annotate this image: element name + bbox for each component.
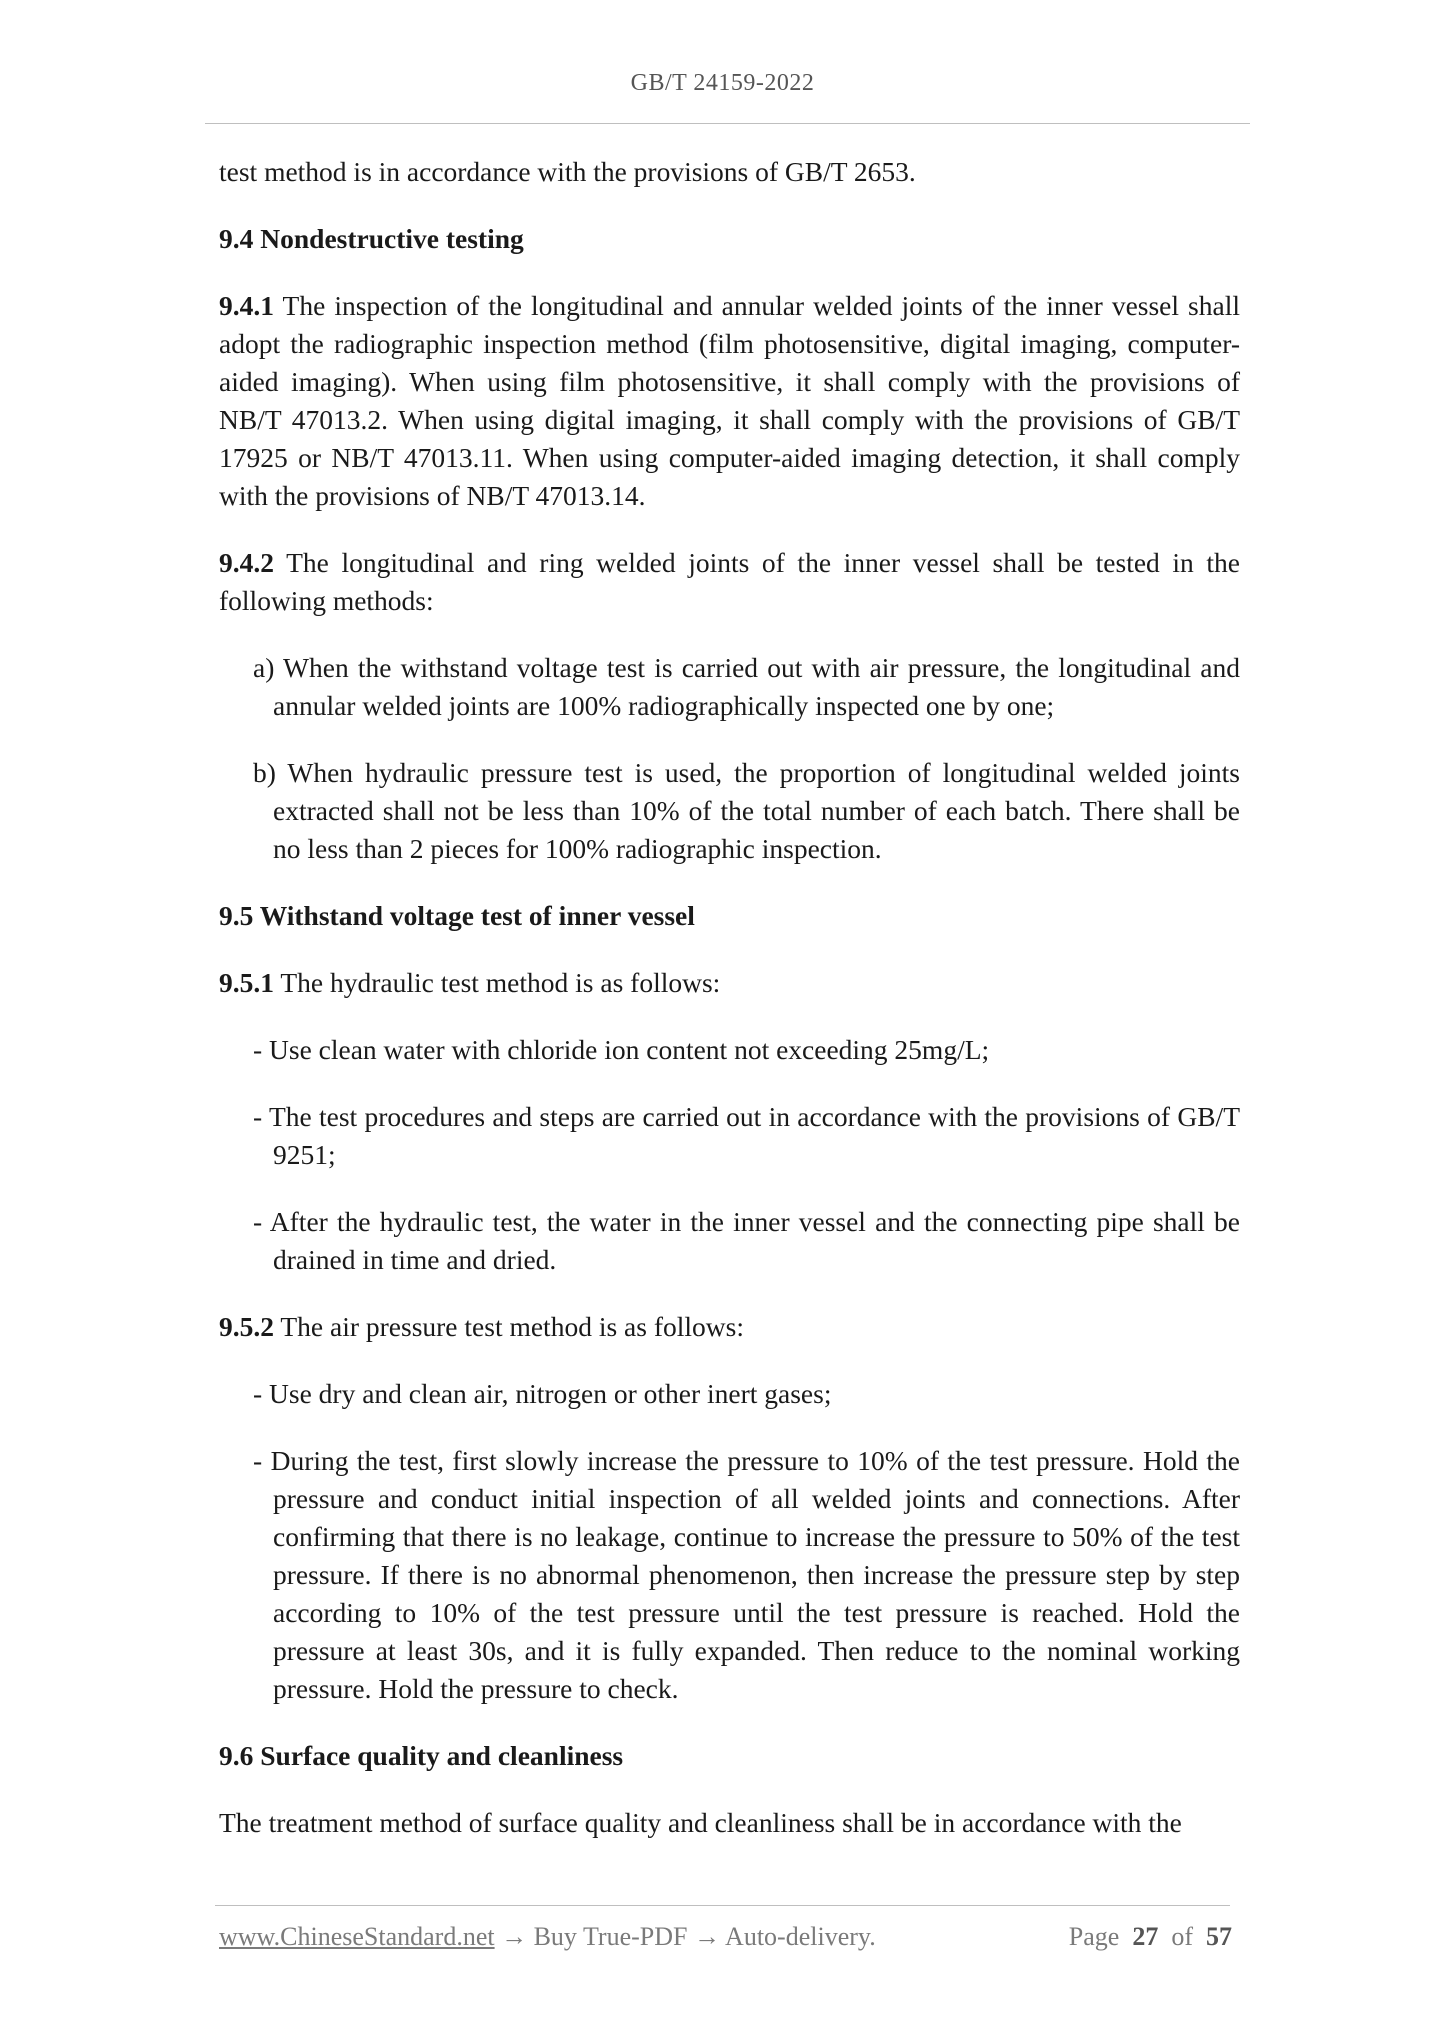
clause-number: 9.4.2 <box>219 547 274 578</box>
page-current: 27 <box>1132 1922 1159 1951</box>
clause-text: The air pressure test method is as follows: <box>274 1311 744 1342</box>
header-divider <box>205 123 1250 124</box>
clause-number: 9.5.2 <box>219 1311 274 1342</box>
list-item: - The test procedures and steps are carried out in accordance with the provisions of GB/T 9251; <box>253 1101 1240 1170</box>
paragraph-intro: test method is in accordance with the provisions of GB/T 2653. <box>219 156 916 187</box>
clause-9-4-2 <box>219 544 1240 620</box>
promo-text: → Buy True-PDF → Auto-delivery. <box>494 1922 876 1951</box>
footer-promo <box>219 1922 876 1952</box>
section-heading-9-6: 9.6 Surface quality and cleanliness <box>219 1740 624 1771</box>
list-item: - Use clean water with chloride ion content not exceeding 25mg/L; <box>253 1034 990 1065</box>
clause-text: The hydraulic test method is as follows: <box>274 967 721 998</box>
clause-number: 9.4.1 <box>219 290 274 321</box>
clause-number: 9.5.1 <box>219 967 274 998</box>
clause-text: The longitudinal and ring welded joints of the inner vessel shall be tested in the following methods: <box>219 547 1240 616</box>
clause-text: The inspection of the longitudinal and annular welded joints of the inner vessel shall adopt the radiographic inspection method (film photosensitive, digital imaging, computer-aided imaging). When using film photosensitive, it shall comply with the provisions of NB/T 47013.2. When using digital imaging, it shall comply with the provisions of GB/T 17925 or NB/T 47013.11. When using computer-aided imaging detection, it shall comply with the provisions of NB/T 47013.14. <box>219 290 1240 511</box>
clause-9-5-1 <box>219 964 1240 1002</box>
page-total: 57 <box>1206 1922 1232 1951</box>
page-body <box>219 153 1240 1842</box>
site-link[interactable]: www.ChineseStandard.net <box>219 1922 495 1951</box>
list-item-a: a) When the withstand voltage test is carried out with air pressure, the longitudinal and annular welded joints are 100% radiographically inspected one by one; <box>253 652 1240 721</box>
page-label: Page <box>1068 1922 1120 1951</box>
list-item-b: b) When hydraulic pressure test is used, the proportion of longitudinal welded joints extracted shall not be less than 10% of the total number of each batch. There shall be no less than 2 pieces for 100% radiographic inspection. <box>253 757 1240 864</box>
clause-9-5-2 <box>219 1308 1240 1346</box>
paragraph-9-6: The treatment method of surface quality and cleanliness shall be in accordance with the <box>219 1807 1182 1838</box>
page-indicator <box>1069 1922 1232 1952</box>
clause-9-4-1 <box>219 287 1240 515</box>
section-heading-9-5: 9.5 Withstand voltage test of inner vessel <box>219 900 695 931</box>
list-item: - During the test, first slowly increase the pressure to 10% of the test pressure. Hold the pressure and conduct initial inspection of all welded joints and connections. After confirming that there is no leakage, continue to increase the pressure to 50% of the test pressure. If there is no abnormal phenomenon, then increase the pressure step by step according to 10% of the test pressure until the test pressure is reached. Hold the pressure at least 30s, and it is fully expanded. Then reduce to the nominal working pressure. Hold the pressure to check. <box>253 1445 1240 1704</box>
header-doc-id: GB/T 24159-2022 <box>630 70 815 96</box>
list-item: - After the hydraulic test, the water in the inner vessel and the connecting pipe shall be drained in time and dried. <box>253 1206 1240 1275</box>
footer-divider <box>215 1905 1230 1906</box>
section-heading-9-4: 9.4 Nondestructive testing <box>219 223 524 254</box>
page-of: of <box>1171 1922 1193 1951</box>
list-item: - Use dry and clean air, nitrogen or other inert gases; <box>253 1378 832 1409</box>
